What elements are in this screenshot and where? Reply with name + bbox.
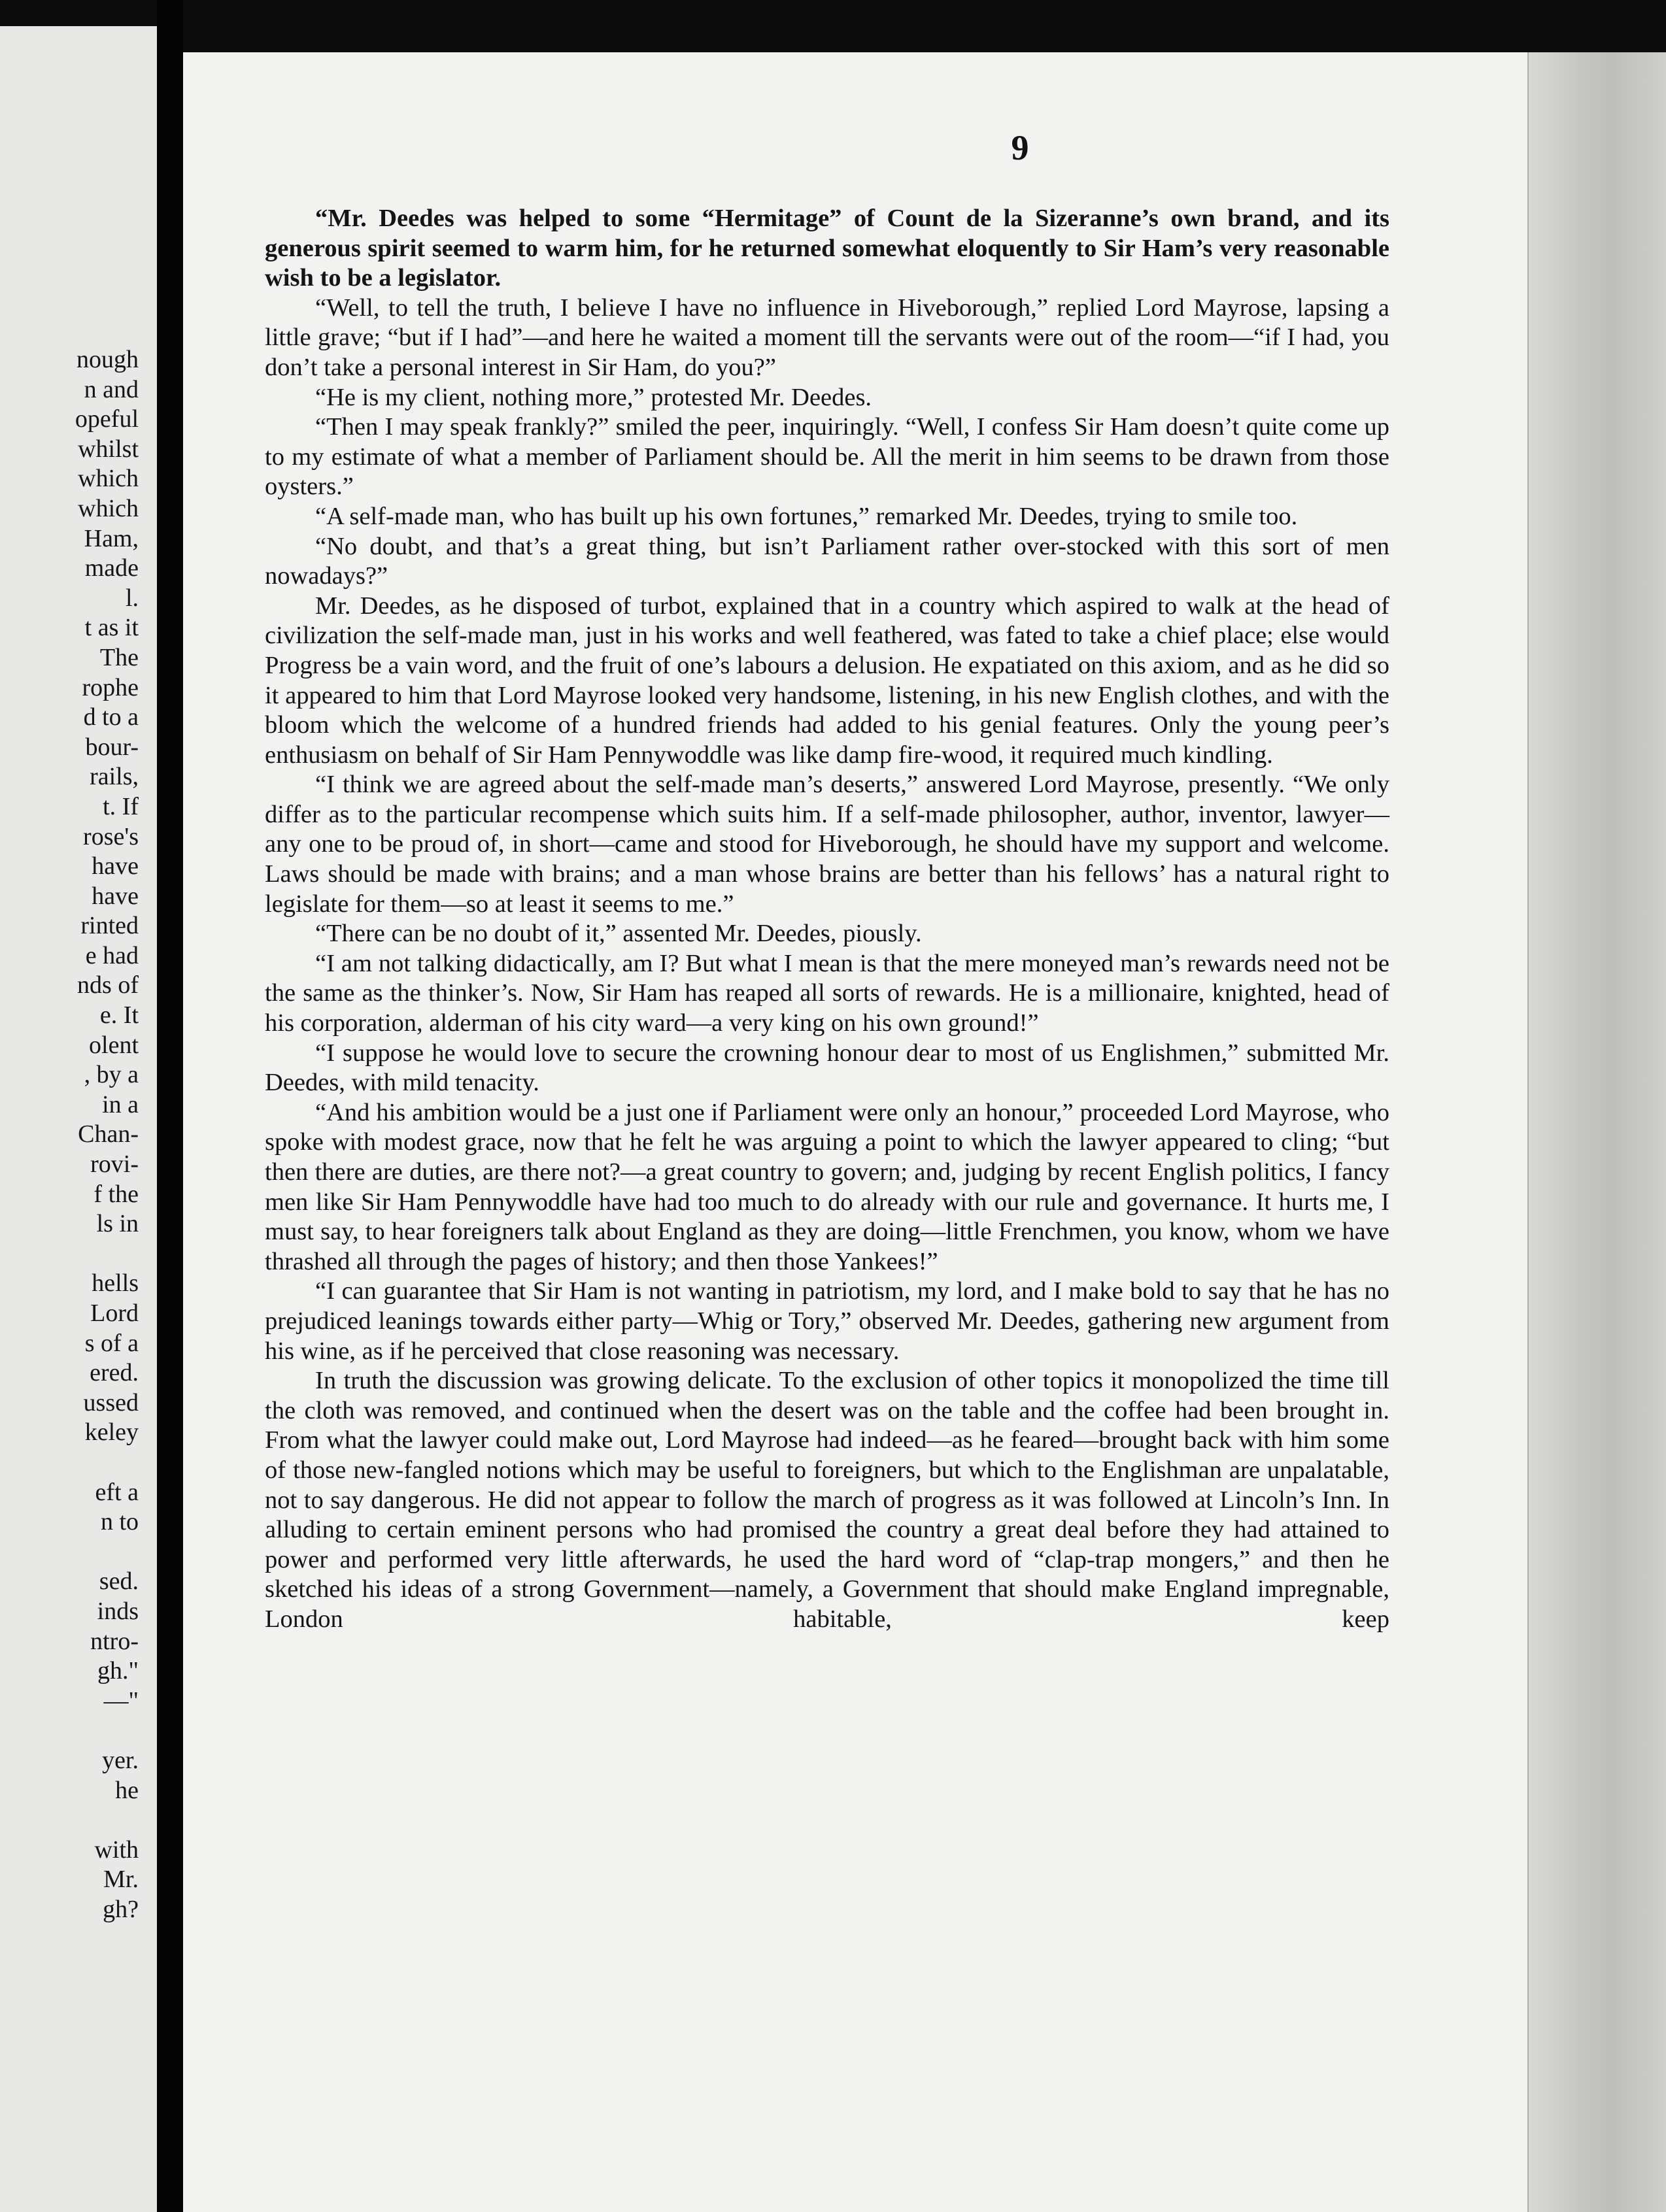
facing-page-line [75,1716,139,1746]
paragraph: “He is my client, nothing more,” protested Mr. Deedes. [315,383,872,411]
facing-page-line: Mr. [103,1866,139,1894]
facing-page-line: made [84,554,139,582]
facing-page-line: Lord [90,1299,139,1327]
facing-page-line: which [78,465,139,493]
facing-page-line: t as it [84,614,139,642]
facing-page-fragment [0,26,157,2212]
paragraph: “No doubt, and that’s a great thing, but isn’t Parliament rather over-stocked with this sort of men nowadays?” [265,532,1389,590]
facing-page-line: e. It [99,1001,139,1030]
page-number: 9 [1011,128,1029,167]
facing-page-line: have [92,882,139,910]
facing-page-text [75,345,139,1924]
paragraph: “I think we are agreed about the self-made man’s deserts,” answered Lord Mayrose, presently. “We only differ as to the particular recompense which suits him. If a self-made philosopher, author, inventor, lawyer—any one to be proud of, in short—came and stood for Hiveborough, he should have my support and welcome. Laws should be made with brains; and a man whose brains are better than his fellows’ has a natural right to legislate for them—so at least it seems to me.” [265,771,1389,918]
facing-page-line: ered. [90,1359,139,1387]
facing-page-line: rophe [82,673,139,701]
paragraph: “Then I may speak frankly?” smiled the peer, inquiringly. “Well, I confess Sir Ham doesn’t quite come up to my estimate of what a member of Parliament should be. All the merit in him seems to be drawn from those oysters.” [265,413,1389,501]
facing-page-line: , by a [84,1061,139,1089]
facing-page-line [75,1239,139,1269]
facing-page-line: ussed [83,1388,139,1416]
facing-page-line [75,1805,139,1835]
facing-page-line: rinted [80,912,139,940]
book-gutter [157,0,183,2212]
facing-page-line: sed. [99,1567,139,1596]
paragraph: “I suppose he would love to secure the crowning honour dear to most of us Englishmen,” submitted Mr. Deedes, with mild tenacity. [265,1039,1389,1097]
facing-page-line: gh." [97,1657,139,1685]
facing-page-line: ls in [96,1210,139,1238]
facing-page-line: t. If [103,792,139,820]
facing-page-line: ntro- [90,1627,139,1655]
facing-page-line: have [92,852,139,880]
facing-page-line: whilst [78,435,139,463]
facing-page-line [75,1448,139,1478]
facing-page-line: d to a [83,703,139,731]
facing-page-line: f the [94,1180,139,1208]
paragraph: “I am not talking didactically, am I? But what I mean is that the mere moneyed man’s rewards need not be the same as the thinker’s. Now, Sir Ham has reaped all sorts of rewards. He is a millionaire, knighted, head of his corporation, alderman of his city ward—a very king on his own ground!” [265,949,1389,1037]
paragraph: “I can guarantee that Sir Ham is not wanting in patriotism, my lord, and I make bold to say that he has no prejudiced leanings towards either party—Whig or Tory,” observed Mr. Deedes, gathering new argument from his wine, as if he perceived that close reasoning was necessary. [265,1277,1389,1365]
facing-page-line: yer. [102,1746,139,1774]
facing-page-line: l. [125,584,139,612]
facing-page-line: which [78,494,139,522]
facing-page-line: s of a [84,1329,139,1357]
page-body-text [265,204,1389,1635]
paragraph: In truth the discussion was growing delicate. To the exclusion of other topics it monopolized the time till the cloth was removed, and continued when the desert was on the table and the coffee had been brought in. From what the lawyer could make out, Lord Mayrose had indeed—as he feared—brought back with him some of those new-fangled notions which may be useful to foreigners, but which to the Englishman are unpalatable, not to say dangerous. He did not appear to follow the march of progress as it was followed at Lincoln’s Inn. In alluding to certain eminent persons who had promised the country a great deal before they had attained to power and performed very little afterwards, he used the hard word of “clap-trap mongers,” and then he sketched his ideas of a strong Government—namely, a Government that should make England impregnable, London habitable, keep [265,1367,1389,1633]
facing-page-line: rails, [90,763,139,791]
facing-page-line: n and [84,375,139,403]
paragraph: “Mr. Deedes was helped to some “Hermitage” of Count de la Sizeranne’s own brand, and its generous spirit seemed to warm him, for he returned somewhat eloquently to Sir Ham’s very reasonable wish to be a legislator. [265,205,1389,292]
facing-page-line: nds of [77,971,139,999]
facing-page-line: e had [85,941,139,969]
facing-page-line: Chan- [78,1120,139,1148]
facing-page-line: eft a [95,1478,139,1506]
facing-page-line: with [94,1835,139,1864]
paragraph: Mr. Deedes, as he disposed of turbot, explained that in a country which aspired to walk at the head of civilization the self-made man, just in his works and well feathered, was fated to take a chief place; else would Progress be a vain word, and the fruit of one’s labours a delusion. He expatiated on this axiom, and as he did so it appeared to him that Lord Mayrose looked very handsome, listening, in his new English clothes, and with the bloom which the welcome of a hundred friends had added to his genial features. Only the young peer’s enthusiasm on behalf of Sir Ham Pennywoddle was like damp fire-wood, it required much kindling. [265,592,1389,769]
facing-page-line: rose's [83,822,139,850]
facing-page-line [75,1537,139,1567]
facing-page-line: opeful [75,405,139,433]
paragraph: “A self-made man, who has built up his own fortunes,” remarked Mr. Deedes, trying to smile too. [315,502,1298,530]
facing-page-line: hells [92,1269,139,1298]
facing-page-line: n to [100,1508,139,1536]
facing-page-line: gh? [103,1895,139,1923]
facing-page-line: inds [97,1597,139,1625]
page-edge [1527,52,1666,2212]
facing-page-line: Ham, [84,524,139,552]
paragraph: “And his ambition would be a just one if Parliament were only an honour,” proceeded Lord Mayrose, who spoke with modest grace, now that he felt he was arguing a point to which the lawyer appeared to cling; “but then there are duties, are there not?—a great country to govern; and, judging by recent English politics, I fancy men like Sir Ham Pennywoddle have had too much to do already with our rule and governance. It hurts me, I must say, to hear foreigners talk about England as they are doing—little Frenchmen, you know, whom we have thrashed all through the pages of history; and then those Yankees!” [265,1098,1389,1275]
facing-page-line: —" [103,1686,139,1715]
facing-page-line: keley [84,1418,139,1447]
facing-page-line: The [99,643,139,671]
facing-page-line: nough [76,346,139,373]
paragraph: “Well, to tell the truth, I believe I have no influence in Hiveborough,” replied Lord Mayrose, lapsing a little grave; “but if I had”—and here he waited a moment till the servants were out of the room—“if I had, you don’t take a personal interest in Sir Ham, do you?” [265,293,1389,381]
facing-page-line: olent [89,1031,139,1059]
paragraph: “There can be no doubt of it,” assented Mr. Deedes, piously. [315,920,922,948]
facing-page-line: rovi- [90,1150,139,1179]
facing-page-line: he [115,1776,139,1804]
facing-page-line: in a [102,1090,139,1118]
facing-page-line: bour- [85,733,139,761]
